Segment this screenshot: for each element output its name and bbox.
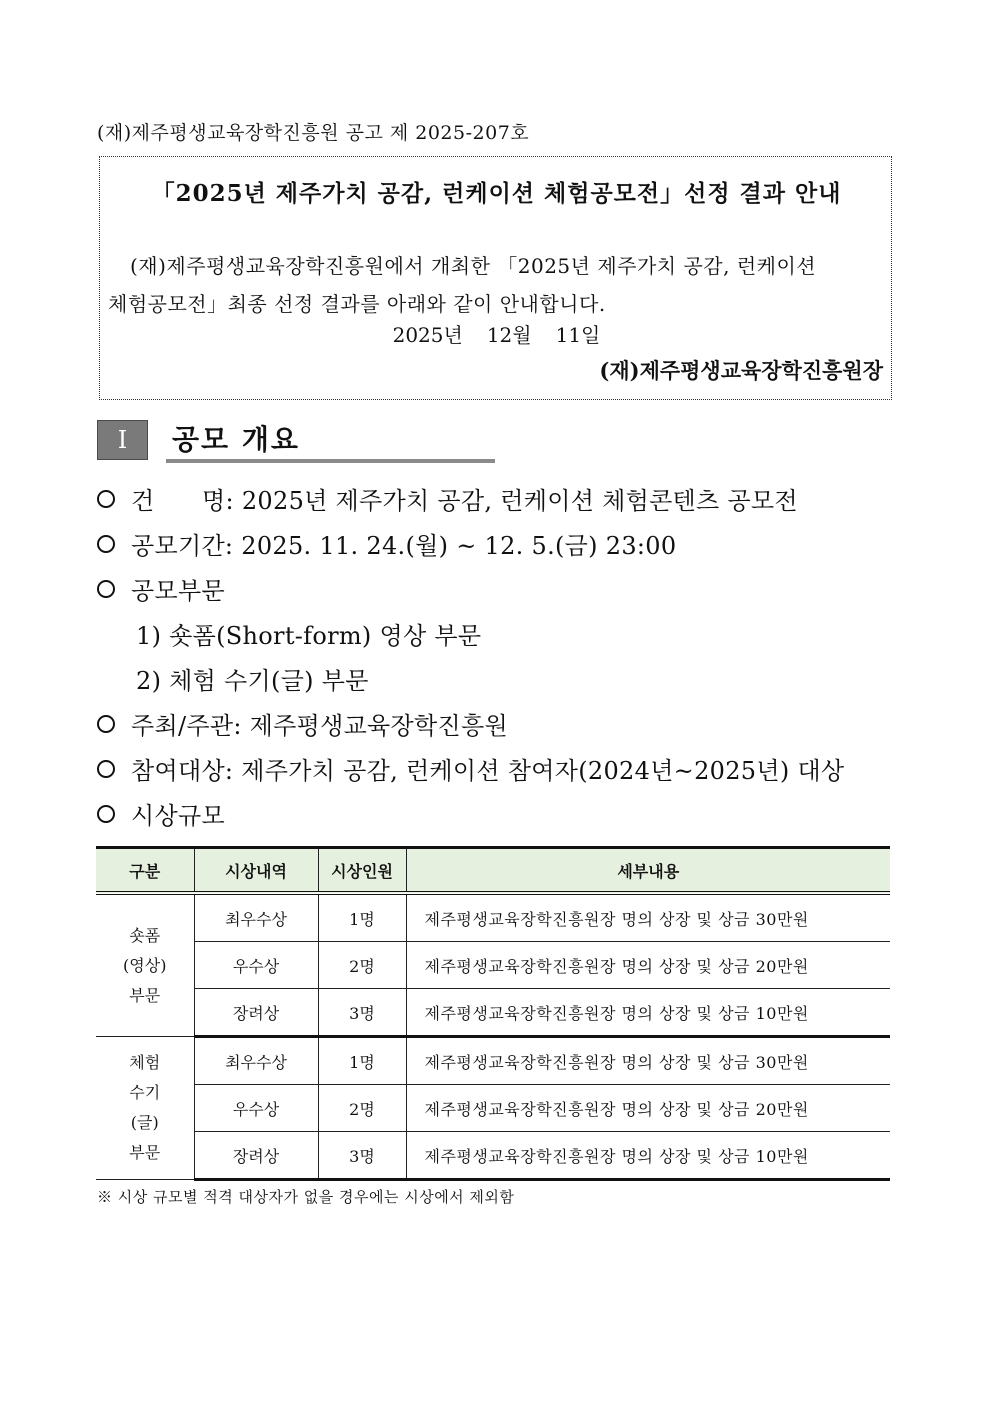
category-cell-video [96, 893, 194, 1037]
overview-name [97, 481, 798, 516]
date-month: 12월 [486, 323, 532, 347]
notice-number: (재)제주평생교육장학진흥원 공고 제 2025-207호 [97, 122, 530, 144]
table-header-row [96, 848, 890, 894]
detail-cell: 제주평생교육장학진흥원장 명의 상장 및 상금 20만원 [406, 1085, 890, 1132]
announcement-box [99, 156, 892, 400]
table-row [96, 1085, 890, 1132]
count-cell: 2명 [318, 942, 406, 989]
category-line: 숏폼 [129, 925, 161, 945]
category-item-2: 2) 체험 수기(글) 부문 [136, 667, 369, 695]
overview-categories-text: 공모부문 [131, 577, 225, 605]
bullet-circle-icon [97, 535, 115, 553]
award-cell: 우수상 [194, 942, 318, 989]
award-cell: 최우수상 [194, 1037, 318, 1085]
bullet-circle-icon [97, 760, 115, 778]
table-row [96, 1132, 890, 1180]
bullet-circle-icon [97, 715, 115, 733]
signature: (재)제주평생교육장학진흥원장 [599, 358, 883, 383]
detail-cell: 제주평생교육장학진흥원장 명의 상장 및 상금 10만원 [406, 1132, 890, 1180]
overview-target-text: 참여대상: 제주가치 공감, 런케이션 참여자(2024년~2025년) 대상 [131, 757, 845, 785]
detail-cell: 제주평생교육장학진흥원장 명의 상장 및 상금 30만원 [406, 1037, 890, 1085]
category-line: 부문 [129, 1143, 161, 1162]
table-row [96, 942, 890, 989]
award-cell: 장려상 [194, 989, 318, 1037]
award-cell: 최우수상 [194, 893, 318, 942]
count-cell: 3명 [318, 1132, 406, 1180]
count-cell: 3명 [318, 989, 406, 1037]
overview-period [97, 526, 676, 561]
detail-cell: 제주평생교육장학진흥원장 명의 상장 및 상금 30만원 [406, 893, 890, 942]
section-title: 공모 개요 [172, 423, 300, 456]
count-cell: 2명 [318, 1085, 406, 1132]
category-cell-essay [96, 1037, 194, 1180]
section-number: Ⅰ [97, 420, 148, 460]
overview-period-text: 공모기간: 2025. 11. 24.(월) ~ 12. 5.(금) 23:00 [131, 532, 677, 560]
category-item-1: 1) 숏폼(Short-form) 영상 부문 [136, 622, 482, 650]
date-day: 11일 [555, 323, 601, 347]
header-detail: 세부내용 [406, 848, 890, 894]
overview-awards-text: 시상규모 [131, 802, 225, 830]
header-award: 시상내역 [194, 848, 318, 894]
overview-categories [97, 571, 225, 606]
date-year: 2025년 [392, 323, 463, 347]
award-cell: 우수상 [194, 1085, 318, 1132]
table-row [96, 1037, 890, 1085]
paragraph-line-1: (재)제주평생교육장학진흥원에서 개최한 「2025년 제주가치 공감, 런케이션 [130, 254, 817, 278]
count-cell: 1명 [318, 893, 406, 942]
bullet-circle-icon [97, 580, 115, 598]
bullet-circle-icon [97, 805, 115, 823]
overview-target [97, 751, 844, 786]
table-row [96, 989, 890, 1037]
prize-table [96, 846, 890, 1181]
announcement-title: 「2025년 제주가치 공감, 런케이션 체험공모전」선정 결과 안내 [151, 180, 842, 207]
category-line: (영상) [123, 955, 167, 975]
header-category: 구분 [96, 848, 194, 894]
detail-cell: 제주평생교육장학진흥원장 명의 상장 및 상금 20만원 [406, 942, 890, 989]
bullet-circle-icon [97, 490, 115, 508]
category-line: 부문 [129, 985, 161, 1005]
paragraph-line-2: 체험공모전」최종 선정 결과를 아래와 같이 안내합니다. [108, 292, 606, 316]
announcement-paragraph [108, 247, 888, 323]
category-line: 체험 [129, 1053, 161, 1072]
category-line: 수기 [129, 1083, 161, 1102]
overview-host [97, 706, 508, 741]
overview-host-text: 주최/주관: 제주평생교육장학진흥원 [131, 712, 508, 740]
overview-name-text: 건 명: 2025년 제주가치 공감, 런케이션 체험콘텐츠 공모전 [131, 487, 798, 515]
announcement-date [100, 319, 893, 348]
category-line: (글) [130, 1113, 159, 1132]
footnote: ※ 시상 규모별 적격 대상자가 없을 경우에는 시상에서 제외함 [97, 1188, 515, 1206]
table-row [96, 893, 890, 942]
award-cell: 장려상 [194, 1132, 318, 1180]
section-underline [166, 459, 495, 463]
detail-cell: 제주평생교육장학진흥원장 명의 상장 및 상금 10만원 [406, 989, 890, 1037]
overview-awards [97, 796, 225, 831]
header-count: 시상인원 [318, 848, 406, 894]
count-cell: 1명 [318, 1037, 406, 1085]
